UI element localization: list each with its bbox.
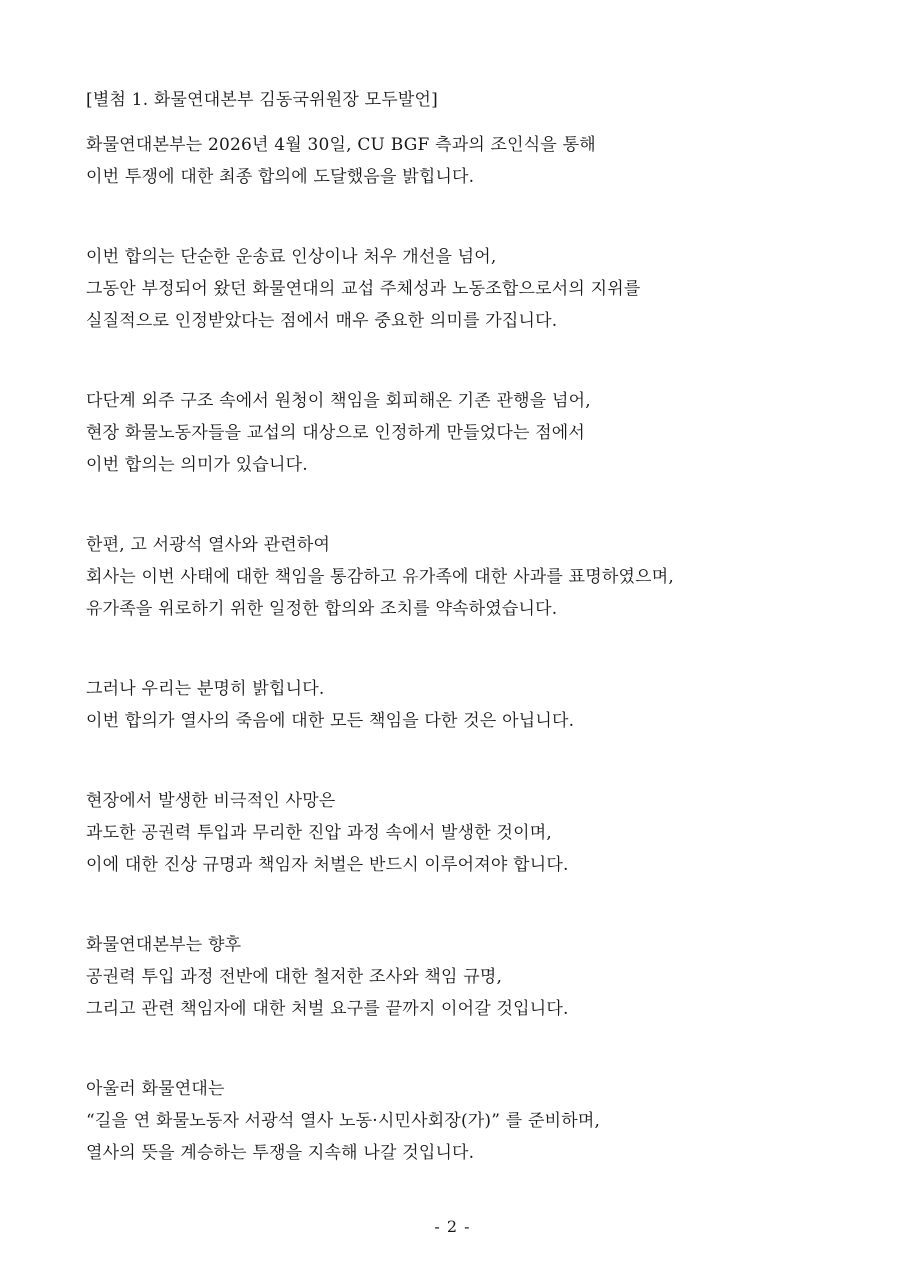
text-line: 이번 투쟁에 대한 최종 합의에 도달했음을 밝힙니다. [86,167,475,187]
text-line: 다단계 외주 구조 속에서 원청이 책임을 회피해온 기존 관행을 넘어, [86,391,591,411]
text-line: 열사의 뜻을 계승하는 투쟁을 지속해 나갈 것입니다. [86,1143,475,1163]
text-line: 현장에서 발생한 비극적인 사망은 [86,791,336,811]
text-line: 공권력 투입 과정 전반에 대한 철저한 조사와 책임 규명, [86,967,503,987]
text-line: 이번 합의는 의미가 있습니다. [86,455,308,475]
text-line: 과도한 공권력 투입과 무리한 진압 과정 속에서 발생한 것이며, [86,823,552,843]
attachment-heading: [별첨 1. 화물연대본부 김동국위원장 모두발언] [86,90,438,110]
paragraph [86,673,846,737]
page-number: - 2 - [434,1217,471,1236]
text-line: 화물연대본부는 향후 [86,935,242,955]
text-line: 그러나 우리는 분명히 밝힙니다. [86,679,325,699]
paragraph [86,529,846,625]
text-line: 아울러 화물연대는 [86,1079,225,1099]
paragraph [86,241,846,337]
text-line: 그리고 관련 책임자에 대한 처벌 요구를 끝까지 이어갈 것입니다. [86,999,569,1019]
text-line: 화물연대본부는 2026년 4월 30일, CU BGF 측과의 조인식을 통해 [86,135,596,155]
text-line: 회사는 이번 사태에 대한 책임을 통감하고 유가족에 대한 사과를 표명하였으며, [86,567,674,587]
paragraph [86,1073,846,1169]
text-line: 이번 합의가 열사의 죽음에 대한 모든 책임을 다한 것은 아닙니다. [86,711,575,731]
text-line: 이번 합의는 단순한 운송료 인상이나 처우 개선을 넘어, [86,247,497,267]
text-line: 한편, 고 서광석 열사와 관련하여 [86,535,331,555]
text-line: 유가족을 위로하기 위한 일정한 합의와 조치를 약속하였습니다. [86,599,558,619]
text-line: 현장 화물노동자들을 교섭의 대상으로 인정하게 만들었다는 점에서 [86,423,586,443]
text-line: “길을 연 화물노동자 서광석 열사 노동·시민사회장(가)” 를 준비하며, [86,1111,601,1131]
text-line: 실질적으로 인정받았다는 점에서 매우 중요한 의미를 가집니다. [86,311,558,331]
statement-body [86,129,846,1217]
paragraph [86,785,846,881]
paragraph [86,385,846,481]
text-line: 그동안 부정되어 왔던 화물연대의 교섭 주체성과 노동조합으로서의 지위를 [86,279,641,299]
paragraph [86,129,846,193]
paragraph [86,929,846,1025]
text-line: 이에 대한 진상 규명과 책임자 처벌은 반드시 이루어져야 합니다. [86,855,569,875]
